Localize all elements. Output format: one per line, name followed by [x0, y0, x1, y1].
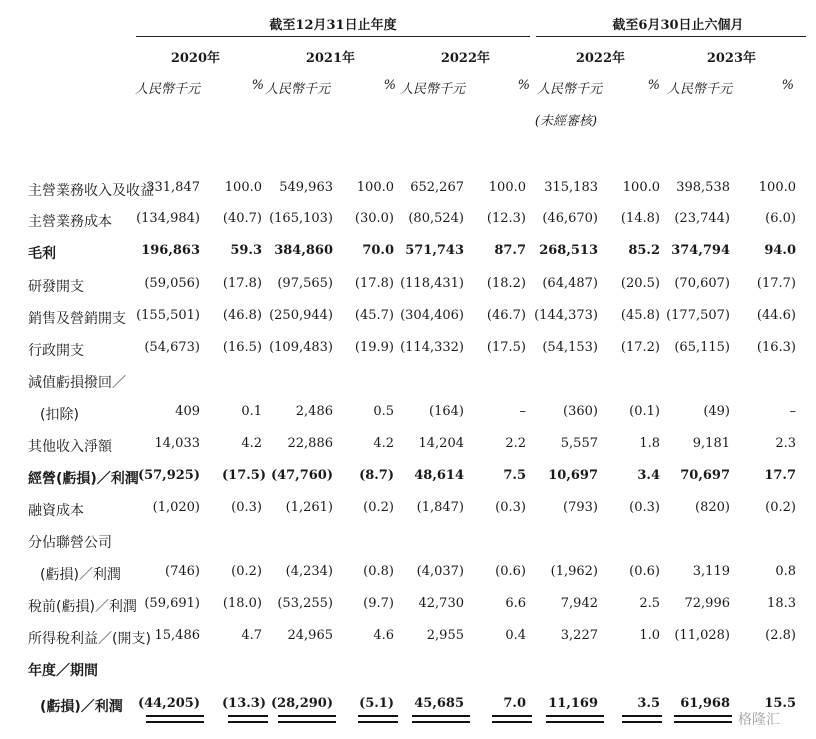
- amount-cell: (165,103): [269, 211, 333, 226]
- amount-cell: (793): [563, 500, 598, 515]
- percent-cell: (0.2): [765, 500, 796, 515]
- percent-cell: (45.7): [354, 308, 394, 323]
- percent-cell: (17.2): [620, 340, 660, 355]
- amount-cell: (118,431): [400, 276, 464, 291]
- row-label: 減值虧損撥回／: [28, 375, 126, 391]
- year-2021: 2021年: [305, 51, 355, 66]
- row-label: 其他收入淨額: [28, 439, 112, 455]
- percent-cell: (0.2): [363, 500, 394, 515]
- percent-cell: 4.2: [241, 436, 262, 451]
- amount-cell: (28,290): [270, 696, 333, 711]
- unit-rmb: 人民幣千元: [536, 82, 602, 97]
- percent-cell: 6.6: [505, 596, 526, 611]
- amount-cell: 3,119: [692, 564, 730, 579]
- table-row: [0, 696, 816, 716]
- amount-cell: 268,513: [539, 243, 598, 258]
- amount-cell: (155,501): [136, 308, 200, 323]
- percent-cell: 4.6: [373, 628, 394, 643]
- percent-cell: (45.8): [620, 308, 660, 323]
- amount-cell: (4,037): [416, 564, 464, 579]
- unit-pct: %: [781, 78, 794, 93]
- percent-cell: 87.7: [494, 243, 526, 258]
- amount-cell: 7,942: [560, 596, 598, 611]
- amount-cell: 3,227: [560, 628, 598, 643]
- percent-cell: (16.3): [756, 340, 796, 355]
- amount-cell: (250,944): [269, 308, 333, 323]
- amount-cell: (97,565): [277, 276, 333, 291]
- year-2020: 2020年: [170, 51, 220, 66]
- amount-cell: (1,020): [152, 500, 200, 515]
- header-rule-half: [536, 36, 806, 37]
- percent-cell: (9.7): [363, 596, 394, 611]
- amount-cell: (1,261): [285, 500, 333, 515]
- double-underline: [358, 715, 398, 723]
- table-row: [0, 372, 816, 392]
- unaudited-note: (未經審核): [534, 114, 598, 129]
- table-row: [0, 628, 816, 648]
- percent-cell: 0.1: [241, 404, 262, 419]
- percent-cell: (40.7): [222, 211, 262, 226]
- amount-cell: (360): [563, 404, 598, 419]
- amount-cell: 14,033: [154, 436, 200, 451]
- unit-pct: %: [647, 78, 660, 93]
- header-half-group: 截至6月30日止六個月: [612, 18, 744, 33]
- percent-cell: 100.0: [758, 180, 796, 195]
- percent-cell: 7.5: [503, 468, 526, 483]
- amount-cell: (23,744): [674, 211, 730, 226]
- percent-cell: (18.2): [486, 276, 526, 291]
- amount-cell: (820): [695, 500, 730, 515]
- unit-pct: %: [383, 78, 396, 93]
- amount-cell: 14,204: [418, 436, 464, 451]
- year-2023-half: 2023年: [706, 51, 756, 66]
- percent-cell: (17.8): [354, 276, 394, 291]
- amount-cell: (304,406): [400, 308, 464, 323]
- percent-cell: (30.0): [354, 211, 394, 226]
- amount-cell: 61,968: [680, 696, 730, 711]
- percent-cell: (0.6): [495, 564, 526, 579]
- percent-cell: (12.3): [486, 211, 526, 226]
- percent-cell: 100.0: [622, 180, 660, 195]
- amount-cell: 331,847: [146, 180, 200, 195]
- percent-cell: (8.7): [359, 468, 394, 483]
- table-row: [0, 308, 816, 328]
- double-underline: [492, 715, 532, 723]
- amount-cell: (54,673): [144, 340, 200, 355]
- table-row: [0, 500, 816, 520]
- double-underline: [674, 715, 732, 723]
- amount-cell: (80,524): [408, 211, 464, 226]
- table-row: [0, 596, 816, 616]
- amount-cell: 398,538: [676, 180, 730, 195]
- percent-cell: 0.8: [775, 564, 796, 579]
- double-underline: [622, 715, 662, 723]
- amount-cell: (49): [703, 404, 730, 419]
- table-row: [0, 276, 816, 296]
- amount-cell: (59,056): [144, 276, 200, 291]
- row-label: 研發開支: [28, 279, 84, 295]
- percent-cell: –: [789, 404, 796, 419]
- row-label: 毛利: [28, 246, 56, 262]
- double-underline: [278, 715, 336, 723]
- percent-cell: 1.8: [639, 436, 660, 451]
- row-label: 銷售及營銷開支: [28, 311, 126, 327]
- row-label: (扣除): [40, 407, 79, 423]
- percent-cell: –: [519, 404, 526, 419]
- unit-rmb: 人民幣千元: [134, 82, 200, 97]
- row-label: 經營(虧損)／利潤: [28, 471, 139, 487]
- percent-cell: 94.0: [764, 243, 796, 258]
- percent-cell: (2.8): [765, 628, 796, 643]
- amount-cell: (177,507): [666, 308, 730, 323]
- amount-cell: 2,486: [295, 404, 333, 419]
- amount-cell: 72,996: [684, 596, 730, 611]
- row-label: (虧損)／利潤: [40, 699, 123, 715]
- percent-cell: (0.1): [629, 404, 660, 419]
- amount-cell: (47,760): [270, 468, 333, 483]
- percent-cell: (19.9): [354, 340, 394, 355]
- row-label: 年度／期間: [28, 663, 98, 679]
- percent-cell: (14.8): [620, 211, 660, 226]
- percent-cell: (6.0): [765, 211, 796, 226]
- amount-cell: (1,962): [550, 564, 598, 579]
- table-row: [0, 180, 816, 200]
- amount-cell: 571,743: [405, 243, 464, 258]
- table-row: [0, 564, 816, 584]
- row-label: 稅前(虧損)／利潤: [28, 599, 137, 615]
- amount-cell: 45,685: [414, 696, 464, 711]
- amount-cell: 70,697: [680, 468, 730, 483]
- percent-cell: 3.4: [637, 468, 660, 483]
- amount-cell: 374,794: [671, 243, 730, 258]
- year-2022: 2022年: [440, 51, 490, 66]
- amount-cell: 315,183: [544, 180, 598, 195]
- amount-cell: 652,267: [410, 180, 464, 195]
- amount-cell: (746): [165, 564, 200, 579]
- amount-cell: (65,115): [674, 340, 730, 355]
- table-row: [0, 660, 816, 680]
- row-label: 主營業務收入及收益: [28, 183, 154, 199]
- table-row: [0, 243, 816, 263]
- percent-cell: (16.5): [222, 340, 262, 355]
- percent-cell: (17.5): [222, 468, 266, 483]
- percent-cell: 3.5: [637, 696, 660, 711]
- row-label: 分佔聯營公司: [28, 535, 112, 551]
- unit-rmb: 人民幣千元: [666, 82, 732, 97]
- amount-cell: (64,487): [542, 276, 598, 291]
- table-row: [0, 404, 816, 424]
- percent-cell: 100.0: [224, 180, 262, 195]
- amount-cell: 2,955: [426, 628, 464, 643]
- table-row: [0, 340, 816, 360]
- unit-rmb: 人民幣千元: [399, 82, 465, 97]
- amount-cell: (4,234): [285, 564, 333, 579]
- amount-cell: (70,607): [674, 276, 730, 291]
- percent-cell: (0.8): [363, 564, 394, 579]
- double-underline: [546, 715, 604, 723]
- unit-rmb: 人民幣千元: [264, 82, 330, 97]
- percent-cell: (18.0): [222, 596, 262, 611]
- percent-cell: 100.0: [356, 180, 394, 195]
- percent-cell: (0.6): [629, 564, 660, 579]
- double-underline: [146, 715, 204, 723]
- amount-cell: (109,483): [269, 340, 333, 355]
- percent-cell: (17.7): [756, 276, 796, 291]
- row-label: (虧損)／利潤: [40, 567, 121, 583]
- amount-cell: (59,691): [144, 596, 200, 611]
- table-row: [0, 211, 816, 231]
- amount-cell: 22,886: [287, 436, 333, 451]
- percent-cell: (46.7): [486, 308, 526, 323]
- row-label: 融資成本: [28, 503, 84, 519]
- percent-cell: (13.3): [222, 696, 266, 711]
- percent-cell: (5.1): [359, 696, 394, 711]
- amount-cell: 5,557: [560, 436, 598, 451]
- amount-cell: 42,730: [418, 596, 464, 611]
- row-label: 行政開支: [28, 343, 84, 359]
- percent-cell: (0.3): [495, 500, 526, 515]
- amount-cell: 24,965: [287, 628, 333, 643]
- amount-cell: (54,153): [542, 340, 598, 355]
- table-row: [0, 532, 816, 552]
- year-2022-half: 2022年: [575, 51, 625, 66]
- amount-cell: (44,205): [137, 696, 200, 711]
- percent-cell: (17.8): [222, 276, 262, 291]
- amount-cell: (11,028): [674, 628, 730, 643]
- amount-cell: 409: [175, 404, 200, 419]
- percent-cell: 18.3: [767, 596, 796, 611]
- percent-cell: (46.8): [222, 308, 262, 323]
- row-label: 主營業務成本: [28, 214, 112, 230]
- table-row: [0, 468, 816, 488]
- header-rule-year: [136, 36, 530, 37]
- percent-cell: 2.5: [639, 596, 660, 611]
- percent-cell: 70.0: [362, 243, 394, 258]
- percent-cell: 2.2: [505, 436, 526, 451]
- percent-cell: 100.0: [488, 180, 526, 195]
- amount-cell: 384,860: [274, 243, 333, 258]
- percent-cell: (44.6): [756, 308, 796, 323]
- percent-cell: 4.7: [241, 628, 262, 643]
- amount-cell: 10,697: [548, 468, 598, 483]
- percent-cell: 2.3: [775, 436, 796, 451]
- header-year-group: 截至12月31日止年度: [269, 18, 397, 33]
- amount-cell: 15,486: [154, 628, 200, 643]
- amount-cell: (57,925): [137, 468, 200, 483]
- percent-cell: (0.3): [629, 500, 660, 515]
- amount-cell: (134,984): [136, 211, 200, 226]
- amount-cell: (114,332): [400, 340, 464, 355]
- double-underline: [412, 715, 470, 723]
- amount-cell: 11,169: [548, 696, 598, 711]
- double-underline: [228, 715, 268, 723]
- percent-cell: 4.2: [373, 436, 394, 451]
- percent-cell: (0.3): [231, 500, 262, 515]
- unit-pct: %: [517, 78, 530, 93]
- percent-cell: 85.2: [628, 243, 660, 258]
- percent-cell: 17.7: [764, 468, 796, 483]
- percent-cell: 0.4: [505, 628, 526, 643]
- percent-cell: 15.5: [764, 696, 796, 711]
- percent-cell: 7.0: [503, 696, 526, 711]
- percent-cell: (20.5): [620, 276, 660, 291]
- table-row: [0, 436, 816, 456]
- amount-cell: 549,963: [279, 180, 333, 195]
- percent-cell: (17.5): [486, 340, 526, 355]
- amount-cell: (164): [429, 404, 464, 419]
- amount-cell: (1,847): [416, 500, 464, 515]
- row-label: 所得稅利益／(開支): [28, 631, 151, 647]
- percent-cell: (0.2): [231, 564, 262, 579]
- amount-cell: (46,670): [542, 211, 598, 226]
- amount-cell: (144,373): [534, 308, 598, 323]
- percent-cell: 1.0: [639, 628, 660, 643]
- percent-cell: 59.3: [230, 243, 262, 258]
- amount-cell: 48,614: [414, 468, 464, 483]
- amount-cell: 9,181: [692, 436, 730, 451]
- amount-cell: 196,863: [141, 243, 200, 258]
- percent-cell: 0.5: [373, 404, 394, 419]
- watermark-logo: 格隆汇: [738, 712, 780, 728]
- unit-pct: %: [251, 78, 264, 93]
- amount-cell: (53,255): [277, 596, 333, 611]
